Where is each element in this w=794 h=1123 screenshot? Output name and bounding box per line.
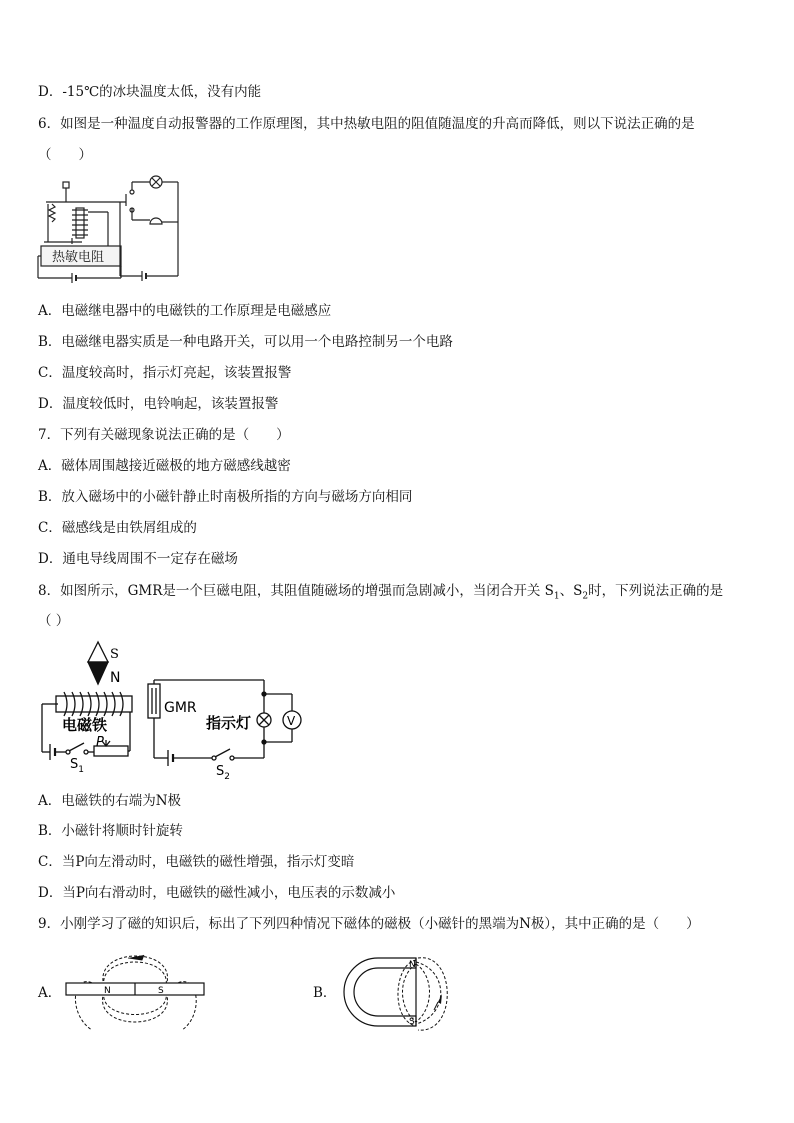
q7-option-a: A．磁体周围越接近磁极的地方磁感线越密	[38, 458, 291, 474]
q6-stem: 6．如图是一种温度自动报警器的工作原理图，其中热敏电阻的阻值随温度的升高而降低，则以下说法正确的是	[38, 116, 695, 132]
q8-paren: （ ）	[38, 613, 70, 629]
q8-stem-mid: 、S	[559, 583, 583, 599]
q8-pole-s: S	[110, 647, 119, 662]
q7-option-c: C．磁感线是由铁屑组成的	[38, 520, 197, 536]
q8-gmr-label: GMR	[164, 700, 197, 716]
q9-stem: 9．小刚学习了磁的知识后，标出了下列四种情况下磁体的磁极（小磁针的黑端为N极），其中正确的是（ ）	[38, 916, 700, 932]
q9-figure-b	[338, 950, 458, 1040]
q5-option-d: D．-15℃的冰块温度太低，没有内能	[38, 84, 262, 100]
q8-switch1-label: $S_1$	[70, 757, 84, 775]
q9-b-south: S	[409, 1017, 415, 1027]
q9-a-north: N	[104, 986, 111, 996]
q8-option-c: C．当P向左滑动时，电磁铁的磁性增强，指示灯变暗	[38, 854, 355, 870]
q8-indicator-label: 指示灯	[206, 714, 252, 732]
q8-pole-n: N	[110, 670, 121, 686]
q9-figure-a	[62, 944, 212, 1034]
q8-electromagnet-label: 电磁铁	[62, 716, 108, 734]
q8-slider-label: P	[96, 735, 104, 750]
q9-option-b-label: B．	[313, 985, 337, 1001]
q8-stem-pre: 8．如图所示，GMR是一个巨磁电阻，其阻值随磁场的增强而急剧减小，当闭合开关 S	[38, 583, 554, 599]
q9-b-north: N	[409, 960, 416, 970]
q8-stem-sub1: 1	[553, 591, 560, 602]
q8-option-d: D．当P向右滑动时，电磁铁的磁性减小，电压表的示数减小	[38, 885, 396, 901]
q8-option-b: B．小磁针将顺时针旋转	[38, 823, 183, 839]
q6-figure	[36, 172, 186, 284]
q8-stem-sub2: 2	[582, 591, 589, 602]
q6-option-b: B．电磁继电器实质是一种电路开关，可以用一个电路控制另一个电路	[38, 334, 453, 350]
q6-option-c: C．温度较高时，指示灯亮起，该装置报警	[38, 365, 292, 381]
q6-option-a: A．电磁继电器中的电磁铁的工作原理是电磁感应	[38, 303, 332, 319]
q8-switch2-label: $S_2$	[216, 764, 230, 780]
q7-stem: 7．下列有关磁现象说法正确的是（ ）	[38, 427, 290, 443]
q6-thermistor-label: 热敏电阻	[52, 250, 105, 265]
q8-stem	[38, 582, 723, 606]
q8-figure	[36, 640, 306, 780]
q9-option-a-label: A．	[38, 985, 62, 1001]
q6-paren: （ ）	[38, 147, 92, 163]
q7-option-d: D．通电导线周围不一定存在磁场	[38, 551, 238, 567]
q8-option-a: A．电磁铁的右端为N极	[38, 793, 182, 809]
q9-a-south: S	[158, 986, 164, 996]
q8-stem-post: 时，下列说法正确的是	[588, 583, 724, 599]
q7-option-b: B．放入磁场中的小磁针静止时南极所指的方向与磁场方向相同	[38, 489, 413, 505]
q8-voltmeter-label: V	[287, 714, 296, 728]
q6-option-d: D．温度较低时，电铃响起，该装置报警	[38, 396, 279, 412]
